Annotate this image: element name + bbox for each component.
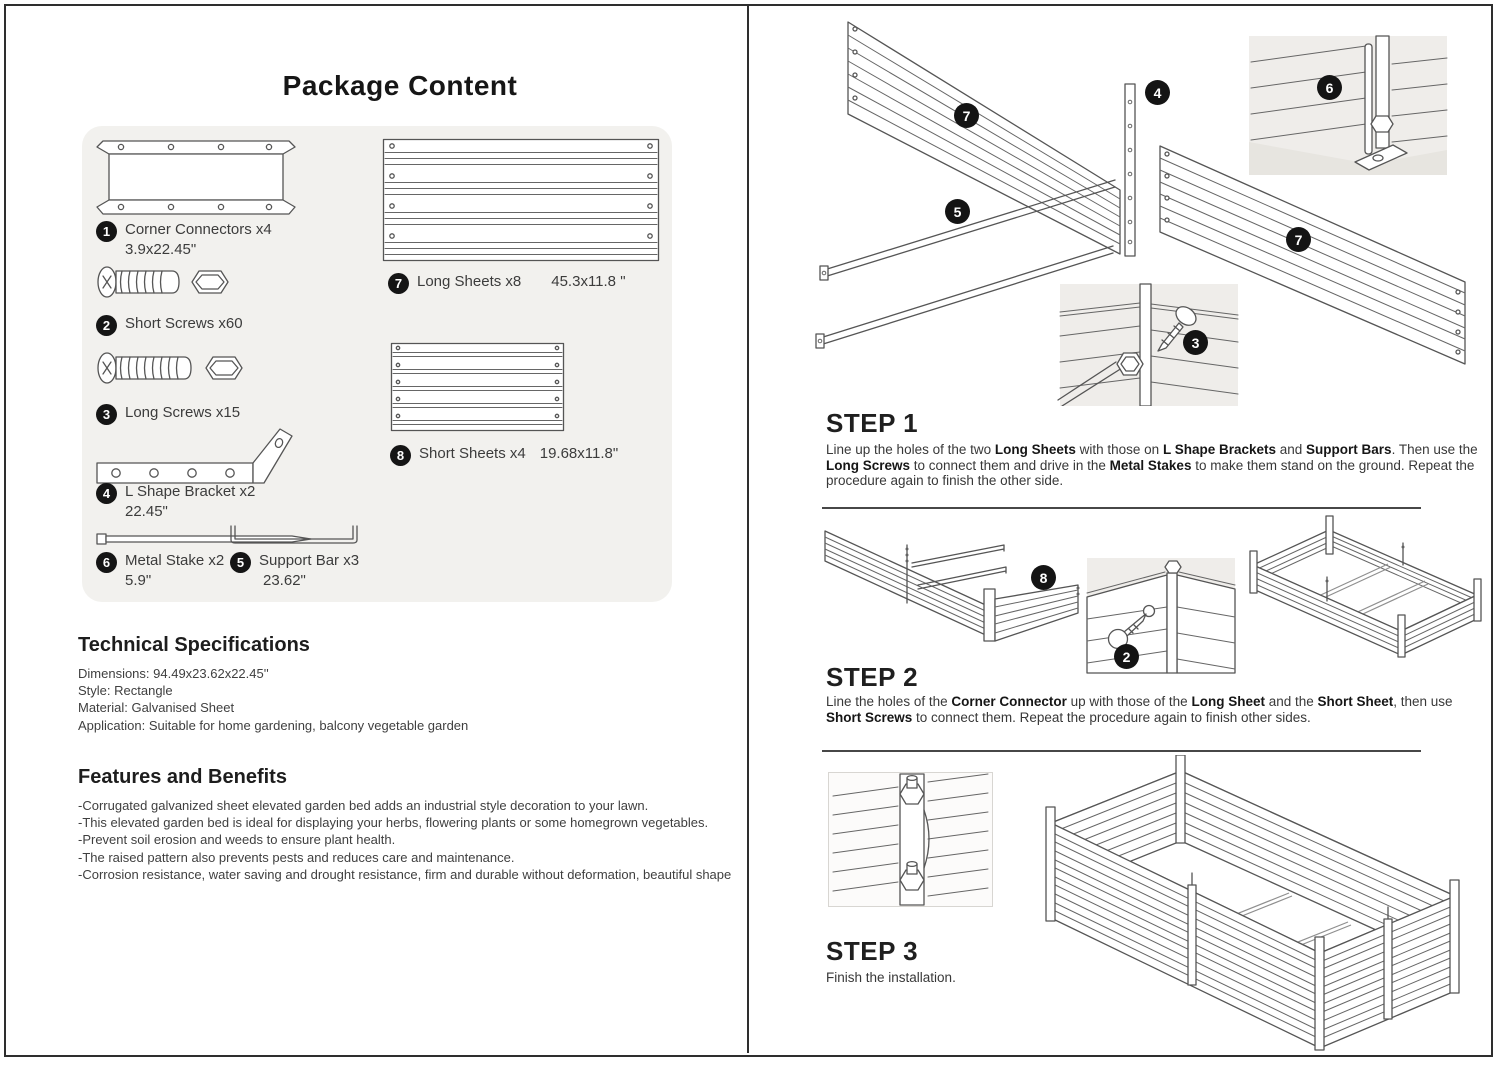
item-support-bar [230, 551, 359, 591]
callout-l-bracket: 4 [1145, 80, 1170, 105]
item-size: 3.9x22.45" [125, 241, 197, 258]
l-shape-bracket-diagram [96, 426, 296, 488]
spec-line: Application: Suitable for home gardening, balcony vegetable garden [78, 717, 469, 733]
feature-line: -Corrugated galvanized sheet elevated garden bed adds an industrial style decoration to your lawn. [78, 798, 649, 813]
step2-diagram [812, 515, 1500, 680]
item-label: Long Screws x15 [125, 404, 241, 421]
package-content-card [82, 126, 672, 602]
item-number-badge: 3 [96, 404, 117, 425]
step3-inset-connector [828, 772, 993, 907]
step2-assembled-frame [1250, 516, 1481, 657]
feature-line: -Corrosion resistance, water saving and drought resistance, firm and durable without deformation, beautiful shape [78, 866, 732, 882]
step1-title: STEP 1 [826, 408, 919, 438]
callout-long-sheet-left: 7 [954, 103, 979, 128]
callout-long-sheet-right: 7 [1286, 227, 1311, 252]
item-l-shape-bracket [96, 482, 255, 522]
item-short-sheets [390, 444, 618, 466]
section-divider [822, 750, 1421, 752]
short-screw-diagram [96, 262, 236, 302]
step2-inset-short-screw [1087, 558, 1235, 673]
panel-divider [747, 6, 749, 1053]
step2-title: STEP 2 [826, 662, 919, 692]
item-long-screws [96, 403, 240, 425]
item-number-badge: 6 [96, 552, 117, 573]
section-divider [822, 507, 1421, 509]
support-bar-diagram [228, 524, 360, 546]
item-number-badge: 7 [388, 273, 409, 294]
item-number-badge: 1 [96, 221, 117, 242]
item-label: L Shape Bracket x2 [125, 483, 256, 500]
spec-line: Material: Galvanised Sheet [78, 700, 235, 716]
tech-specs-title: Technical Specifications [78, 634, 310, 656]
item-label: Short Sheets x4 [419, 445, 526, 462]
spec-line: Dimensions: 94.49x23.62x22.45'' [78, 666, 269, 681]
callout-metal-stake: 6 [1317, 75, 1342, 100]
step1-l-bracket [1125, 84, 1135, 256]
item-corner-connectors [96, 220, 272, 260]
step1-inset-metal-stake [1249, 36, 1447, 175]
item-number-badge: 8 [390, 445, 411, 466]
corner-connector-diagram [96, 138, 296, 218]
long-sheets-diagram [382, 138, 660, 262]
feature-line: -This elevated garden bed is ideal for displaying your herbs, flowering plants or some homegrown vegetables. [78, 815, 709, 831]
item-label: Long Sheets x8 [417, 273, 522, 290]
long-screw-diagram [96, 348, 251, 388]
item-size: 23.62" [263, 572, 306, 589]
step1-description: Line up the holes of the two Long Sheets with those on L Shape Brackets and Support Bars. Then use the Long Screws to connect them and drive in the Metal Stakes to make them stand on the ground. Repeat the procedure again to finish the other side. [826, 442, 1478, 489]
callout-short-screw: 2 [1114, 644, 1139, 669]
item-number-badge: 4 [96, 483, 117, 504]
item-short-screws [96, 314, 243, 336]
step3-finished-bed [1030, 755, 1500, 1051]
features-title: Features and Benefits [78, 766, 287, 788]
item-metal-stake [96, 551, 224, 591]
callout-support-bar: 5 [945, 199, 970, 224]
step3-description: Finish the installation. [826, 970, 956, 985]
features-benefits-section [78, 766, 750, 883]
item-size: 22.45" [125, 503, 168, 520]
item-number-badge: 2 [96, 315, 117, 336]
step3-title: STEP 3 [826, 936, 919, 966]
feature-line: -Prevent soil erosion and weeds to ensure plant health. [78, 832, 396, 848]
technical-specifications-section [78, 634, 750, 734]
step1-diagram [810, 14, 1492, 406]
step2-description: Line the holes of the Corner Connector up with those of the Long Sheet and the Short Sheet, then use Short Screws to connect them. Repeat the procedure again to finish other sides. [826, 694, 1453, 725]
item-label: Short Screws x60 [125, 315, 243, 332]
item-size: 19.68x11.8" [539, 445, 619, 462]
item-size: 45.3x11.8 " [551, 273, 626, 290]
callout-short-sheet: 8 [1031, 565, 1056, 590]
step1-long-sheet-left [848, 22, 1120, 254]
spec-line: Style: Rectangle [78, 683, 173, 699]
feature-line: -The raised pattern also prevents pests and reduces care and maintenance. [78, 849, 515, 865]
item-label: Support Bar x3 [259, 552, 360, 569]
item-long-sheets [388, 272, 626, 294]
item-label: Corner Connectors x4 [125, 221, 272, 238]
page-title: Package Content [282, 70, 518, 101]
step1-inset-long-screw [1058, 284, 1238, 406]
callout-long-screw: 3 [1183, 330, 1208, 355]
item-label: Metal Stake x2 [125, 552, 225, 569]
item-size: 5.9" [125, 572, 152, 589]
short-sheets-diagram [390, 342, 565, 432]
item-number-badge: 5 [230, 552, 251, 573]
